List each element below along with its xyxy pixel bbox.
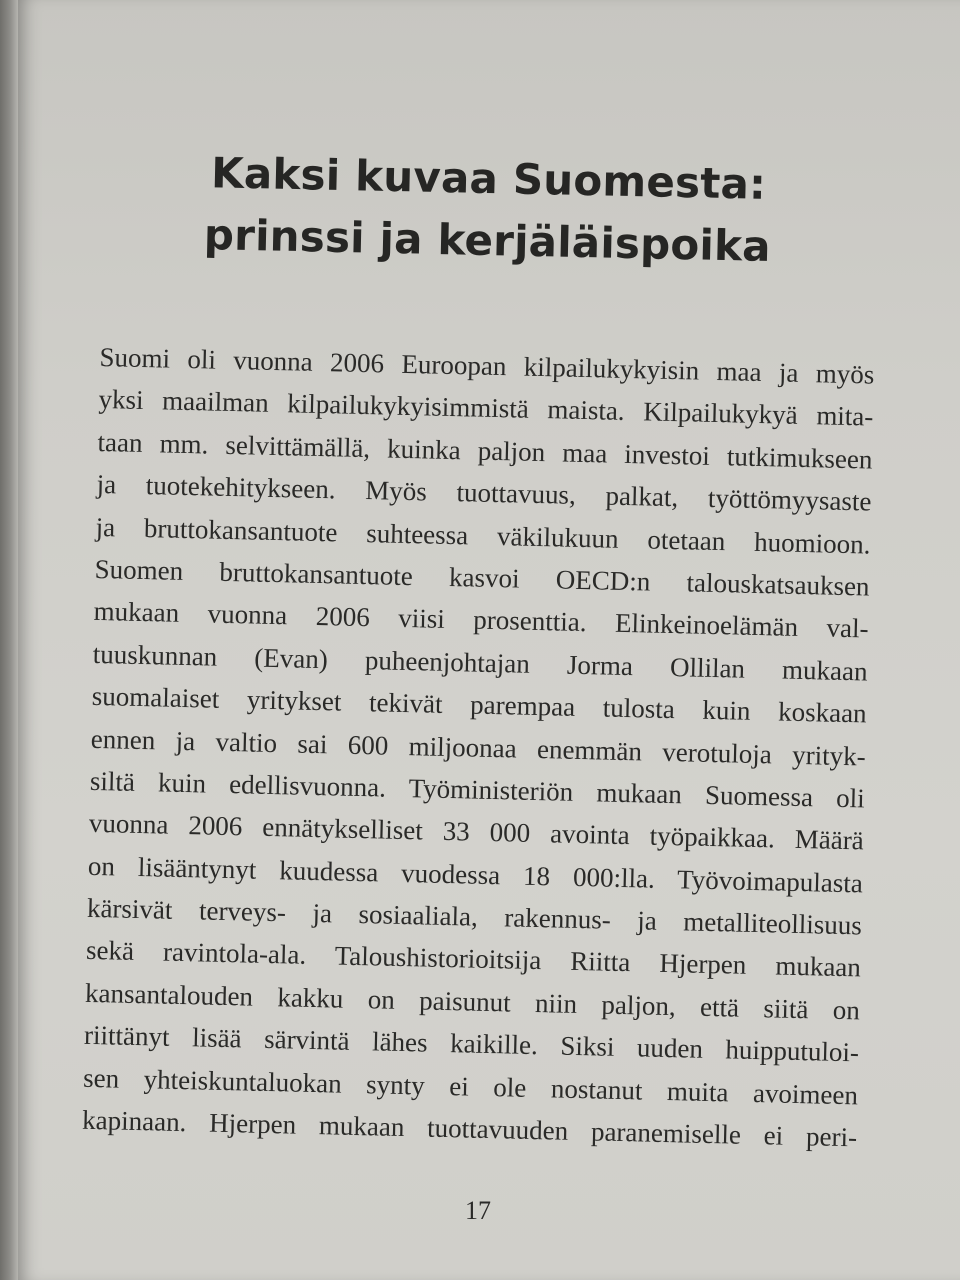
- body-paragraph: [82, 336, 875, 1159]
- text-line: riittänyt lisää särvintä lähes kaikille. Siksi uuden huipputuloi-: [83, 1020, 860, 1068]
- text-line: Suomi oli vuonna 2006 Euroopan kilpailukykyisin maa ja myös: [99, 341, 875, 390]
- text-line: ennen ja valtio sai 600 miljoonaa enemmän verotuloja yrityk-: [90, 723, 867, 771]
- text-line: kärsivät terveys- ja sosiaaliala, rakennus- ja metalliteollisuus: [86, 892, 863, 941]
- chapter-title-line-2: prinssi ja kerjäläispoika: [203, 210, 772, 271]
- text-line: vuonna 2006 ennätykselliset 33 000 avointa työpaikkaa. Määrä: [88, 808, 865, 856]
- text-line: kansantalouden kakku on paisunut niin paljon, että siitä on: [84, 977, 861, 1026]
- text-line: tuuskunnan (Evan) puheenjohtajan Jorma Ollilan mukaan: [92, 638, 868, 687]
- text-line: on lisääntynyt kuudessa vuodessa 18 000:lla. Työvoimapulasta: [87, 850, 864, 899]
- book-page: [18, 0, 960, 1280]
- chapter-title-line-1: Kaksi kuvaa Suomesta:: [210, 148, 767, 209]
- text-line: mukaan vuonna 2006 viisi prosenttia. Elinkeinoelämän val-: [93, 596, 869, 644]
- chapter-title: [187, 142, 789, 279]
- text-line: yksi maailman kilpailukykyisimmistä maista. Kilpailukykyä mita-: [98, 384, 874, 432]
- text-line: siltä kuin edellisvuonna. Työministeriön mukaan Suomessa oli: [89, 765, 866, 814]
- text-line: sekä ravintola-ala. Taloushistorioitsija Riitta Hjerpen mukaan: [85, 935, 862, 983]
- text-line: sen yhteiskuntaluokan synty ei ole nostanut muita avoimeen: [82, 1062, 859, 1111]
- text-line: ja tuotekehitykseen. Myös tuottavuus, palkat, työttömyysaste: [96, 469, 872, 517]
- text-line: ja bruttokansantuote suhteessa väkilukuun otetaan huomioon.: [95, 511, 871, 560]
- page-number: 17: [465, 1196, 491, 1225]
- text-line: Suomen bruttokansantuote kasvoi OECD:n talouskatsauksen: [94, 553, 870, 602]
- text-line: kapinaan. Hjerpen mukaan tuottavuuden paranemiselle ei peri-: [81, 1104, 858, 1153]
- text-line: suomalaiset yritykset tekivät parempaa tulosta kuin koskaan: [91, 681, 867, 729]
- text-line: taan mm. selvittämällä, kuinka paljon maa investoi tutkimukseen: [97, 426, 873, 475]
